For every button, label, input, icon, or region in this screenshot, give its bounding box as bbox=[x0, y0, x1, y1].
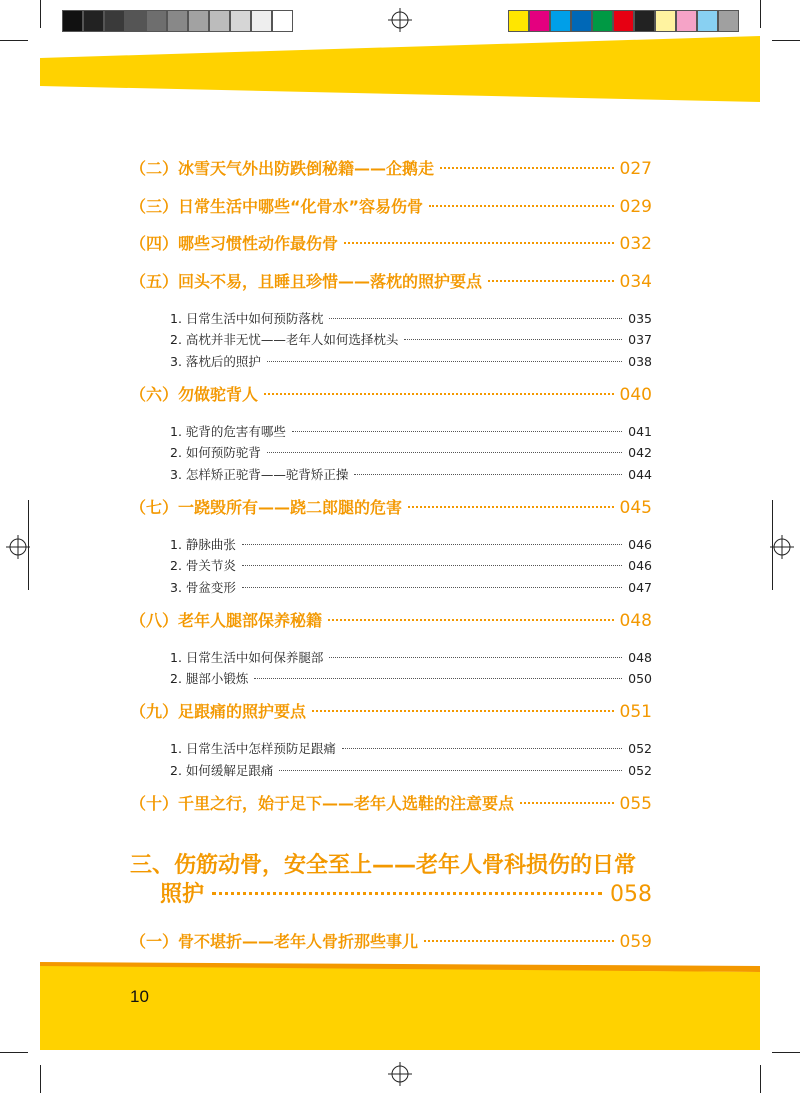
color-swatch bbox=[697, 10, 718, 32]
crop-mark bbox=[40, 0, 41, 28]
page-number: 10 bbox=[130, 987, 149, 1006]
cmyk-color-bar bbox=[508, 10, 739, 32]
toc-section[interactable] bbox=[130, 495, 652, 517]
toc-section-page: 051 bbox=[619, 702, 652, 722]
crop-mark bbox=[0, 40, 28, 41]
toc-subsection-title: 3. 骨盆变形 bbox=[170, 579, 236, 595]
toc-section[interactable] bbox=[130, 791, 652, 813]
toc-subsection[interactable] bbox=[170, 761, 652, 779]
crop-mark bbox=[760, 1065, 761, 1093]
toc-subsection-page: 041 bbox=[628, 423, 652, 439]
gray-color-bar bbox=[62, 10, 293, 32]
toc-section-title: （三）日常生活中哪些“化骨水”容易伤骨 bbox=[130, 196, 424, 216]
toc-subsection-page: 047 bbox=[628, 579, 652, 595]
dot-leader bbox=[329, 657, 622, 658]
color-swatch bbox=[146, 10, 167, 32]
toc-section-title: （七）一跷毁所有——跷二郎腿的危害 bbox=[130, 497, 403, 517]
toc-section[interactable] bbox=[130, 699, 652, 721]
toc-subsection-page: 052 bbox=[628, 741, 652, 756]
toc-subsection-page: 046 bbox=[628, 558, 652, 573]
crop-mark bbox=[0, 1052, 28, 1053]
dot-leader bbox=[279, 770, 622, 771]
color-swatch bbox=[125, 10, 146, 32]
dot-leader bbox=[312, 710, 614, 712]
toc-subsection-title: 1. 静脉曲张 bbox=[170, 536, 236, 552]
color-swatch bbox=[676, 10, 697, 32]
toc-subsection-title: 2. 如何缓解足跟痛 bbox=[170, 762, 274, 778]
color-swatch bbox=[62, 10, 83, 32]
dot-leader bbox=[328, 619, 614, 621]
toc-subsection-page: 050 bbox=[628, 671, 652, 686]
dot-leader bbox=[342, 748, 622, 749]
crop-mark bbox=[760, 0, 761, 28]
toc-subsection-title: 1. 日常生活中怎样预防足跟痛 bbox=[170, 741, 336, 756]
dot-leader bbox=[212, 892, 602, 895]
color-swatch bbox=[634, 10, 655, 32]
toc-subsection[interactable] bbox=[170, 352, 652, 370]
registration-mark-left bbox=[6, 535, 30, 559]
dot-leader bbox=[408, 506, 614, 508]
toc-subsection[interactable] bbox=[170, 330, 652, 348]
registration-mark-top bbox=[388, 8, 412, 32]
chapter-title bbox=[130, 848, 652, 879]
toc-section-title: （十）千里之行，始于足下——老年人选鞋的注意要点 bbox=[130, 793, 515, 813]
crop-mark bbox=[28, 500, 29, 590]
toc-subsection[interactable] bbox=[170, 309, 652, 327]
toc-subsection-page: 035 bbox=[628, 310, 652, 326]
toc-section-page: 029 bbox=[619, 196, 652, 217]
toc-subsection[interactable] bbox=[170, 443, 652, 461]
toc-section-page: 027 bbox=[619, 159, 652, 179]
color-swatch bbox=[529, 10, 550, 32]
toc-subsection-title: 2. 高枕并非无忧——老年人如何选择枕头 bbox=[170, 332, 399, 347]
color-swatch bbox=[508, 10, 529, 32]
toc-section-page: 048 bbox=[619, 610, 652, 631]
dot-leader bbox=[264, 393, 614, 395]
toc-subsection-title: 2. 腿部小锻炼 bbox=[170, 671, 249, 686]
chapter-title-line2: 照护 bbox=[160, 882, 205, 907]
toc-section-page: 045 bbox=[619, 497, 652, 518]
color-swatch bbox=[655, 10, 676, 32]
dot-leader bbox=[267, 452, 622, 453]
dot-leader bbox=[242, 565, 622, 566]
toc-section[interactable] bbox=[130, 382, 652, 404]
toc-subsection-title: 1. 驼背的危害有哪些 bbox=[170, 423, 286, 439]
toc-section-page: 032 bbox=[619, 234, 652, 254]
toc-section-next[interactable] bbox=[130, 929, 652, 951]
dot-leader bbox=[267, 361, 622, 362]
toc-section-page: 059 bbox=[619, 932, 652, 952]
dot-leader bbox=[254, 678, 622, 679]
dot-leader bbox=[292, 431, 622, 432]
toc-subsection-page: 042 bbox=[628, 445, 652, 460]
toc-subsection-page: 044 bbox=[628, 466, 652, 482]
toc-subsection[interactable] bbox=[170, 578, 652, 596]
crop-mark bbox=[40, 1065, 41, 1093]
toc-subsection-title: 2. 骨关节炎 bbox=[170, 558, 236, 573]
color-swatch bbox=[272, 10, 293, 32]
color-swatch bbox=[167, 10, 188, 32]
chapter-title-line1: 三、伤筋动骨，安全至上——老年人骨科损伤的日常 bbox=[130, 853, 637, 878]
toc-subsection-page: 048 bbox=[628, 649, 652, 665]
dot-leader bbox=[329, 318, 622, 319]
toc-section-page: 055 bbox=[619, 793, 652, 814]
toc-subsection-page: 038 bbox=[628, 353, 652, 369]
toc-section-title: （六）勿做驼背人 bbox=[130, 384, 259, 404]
dot-leader bbox=[424, 940, 614, 942]
toc-subsection-title: 2. 如何预防驼背 bbox=[170, 445, 261, 460]
toc-subsection-title: 3. 怎样矫正驼背——驼背矫正操 bbox=[170, 466, 349, 482]
toc-subsection-page: 052 bbox=[628, 762, 652, 778]
crop-mark bbox=[772, 40, 800, 41]
toc-subsection[interactable] bbox=[170, 535, 652, 553]
toc-section[interactable] bbox=[130, 269, 652, 291]
toc-section-title: （五）回头不易，且睡且珍惜——落枕的照护要点 bbox=[130, 271, 483, 291]
dot-leader bbox=[520, 802, 614, 804]
toc-subsection[interactable] bbox=[170, 739, 652, 757]
toc-section[interactable] bbox=[130, 608, 652, 630]
color-swatch bbox=[613, 10, 634, 32]
toc-section-title: （四）哪些习惯性动作最伤骨 bbox=[130, 234, 339, 253]
color-swatch bbox=[251, 10, 272, 32]
toc-section-title: （九）足跟痛的照护要点 bbox=[130, 702, 307, 721]
dot-leader bbox=[440, 167, 614, 169]
toc-subsection-title: 1. 日常生活中如何预防落枕 bbox=[170, 310, 324, 326]
dot-leader bbox=[242, 544, 622, 545]
toc-section-page: 040 bbox=[619, 384, 652, 405]
toc-subsection[interactable] bbox=[170, 422, 652, 440]
dot-leader bbox=[242, 587, 622, 588]
color-swatch bbox=[592, 10, 613, 32]
color-swatch bbox=[209, 10, 230, 32]
toc-section[interactable] bbox=[130, 231, 652, 253]
crop-mark bbox=[772, 1052, 800, 1053]
dot-leader bbox=[404, 339, 622, 340]
toc-section[interactable] bbox=[130, 156, 652, 178]
dot-leader bbox=[488, 280, 614, 282]
toc-subsection[interactable] bbox=[170, 648, 652, 666]
toc-subsection[interactable] bbox=[170, 556, 652, 574]
toc-subsection[interactable] bbox=[170, 465, 652, 483]
dot-leader bbox=[354, 474, 622, 475]
toc-subsection-page: 037 bbox=[628, 332, 652, 347]
color-swatch bbox=[550, 10, 571, 32]
toc-section-page: 034 bbox=[619, 271, 652, 292]
registration-mark-bottom bbox=[388, 1062, 412, 1086]
toc-subsection-page: 046 bbox=[628, 536, 652, 552]
color-swatch bbox=[104, 10, 125, 32]
dot-leader bbox=[344, 242, 614, 244]
crop-mark bbox=[772, 500, 773, 590]
color-swatch bbox=[571, 10, 592, 32]
chapter-page-number: 058 bbox=[610, 882, 652, 907]
toc-subsection-title: 3. 落枕后的照护 bbox=[170, 353, 261, 369]
toc-subsection-title: 1. 日常生活中如何保养腿部 bbox=[170, 649, 324, 665]
color-swatch bbox=[718, 10, 739, 32]
color-swatch bbox=[83, 10, 104, 32]
color-swatch bbox=[188, 10, 209, 32]
toc-subsection[interactable] bbox=[170, 669, 652, 687]
chapter-title-row[interactable] bbox=[160, 877, 652, 908]
toc-section-title: （一）骨不堪折——老年人骨折那些事儿 bbox=[130, 932, 419, 951]
top-yellow-band bbox=[40, 36, 760, 106]
toc-section-title: （二）冰雪天气外出防跌倒秘籍——企鹅走 bbox=[130, 159, 435, 178]
toc-section-title: （八）老年人腿部保养秘籍 bbox=[130, 610, 323, 630]
toc-section[interactable] bbox=[130, 194, 652, 216]
dot-leader bbox=[429, 205, 614, 207]
registration-mark-right bbox=[770, 535, 794, 559]
color-swatch bbox=[230, 10, 251, 32]
